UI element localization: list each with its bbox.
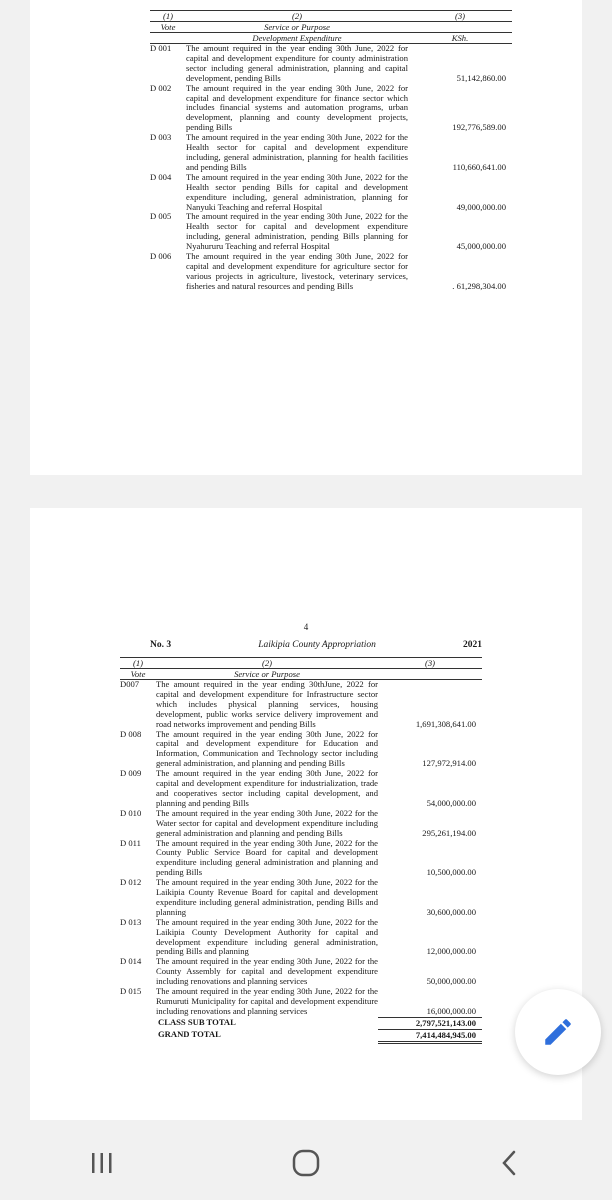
table-row (120, 987, 482, 1017)
vote-code: D 015 (120, 986, 142, 997)
purpose-text: The amount required in the year ending 30th June, 2022 for the Water sector for capital and development expenditure including general administration and planning and pending Bills (156, 807, 378, 838)
amount: 192,776,589.00 (452, 122, 506, 133)
table-row (120, 878, 482, 918)
back-button[interactable] (480, 1143, 540, 1183)
vote-code: D 012 (120, 877, 142, 888)
recents-button[interactable] (72, 1143, 132, 1183)
amount: 110,660,641.00 (452, 161, 506, 172)
vote-code: D 009 (120, 768, 142, 779)
class-sub-total-row (120, 1017, 482, 1029)
amount: . 61,298,304.00 (452, 280, 506, 291)
system-nav-bar (0, 1125, 612, 1200)
amount: 50,000,000.00 (426, 976, 476, 987)
col3-header: (3) (424, 658, 436, 668)
amount: 30,600,000.00 (426, 906, 476, 917)
grand-total-value: 7,414,484,945.00 (378, 1029, 482, 1044)
table-row (120, 809, 482, 839)
table-row (150, 252, 512, 292)
purpose-text: The amount required in the year ending 30th June, 2022 for the Health sector pending Bills for capital and development expenditure including, general administration, planning for Nanyuki Teaching and referral Hospital (186, 171, 408, 212)
col2-header: (2) (261, 658, 273, 668)
table-row (150, 133, 512, 173)
purpose-text: The amount required in the year ending 30thJune, 2022 for capital and development expenditure for Infrastructure sector which includes physical planning services, housing development, public works service delivery improvement and road networks improvement and pending Bills (156, 679, 378, 729)
vote-header: Vote (160, 22, 176, 32)
table-body (120, 680, 482, 1017)
amount: 12,000,000.00 (426, 946, 476, 957)
table-body (150, 44, 512, 292)
table-row (120, 839, 482, 879)
amount: 45,000,000.00 (456, 241, 506, 252)
amount: 127,972,914.00 (422, 758, 476, 769)
table-row (120, 680, 482, 730)
table-subheader (150, 22, 512, 33)
amount: 51,142,860.00 (456, 72, 506, 83)
purpose-text: The amount required in the year ending 30th June, 2022 for capital and development expenditure for agriculture sector for various projects in agriculture, livestock, veterinary services, fisheries and natural resources and pending Bills (186, 251, 408, 291)
purpose-header: Service or Purpose (234, 669, 300, 679)
grand-total-label: GRAND TOTAL (158, 1028, 221, 1039)
vote-code: D 011 (120, 837, 141, 848)
col1-header: (1) (132, 658, 144, 668)
table-header (120, 657, 482, 669)
purpose-text: The amount required in the year ending 30th June, 2022 for the County Public Service Board for capital and development expenditure including general administration and planning and pending Bills (156, 837, 378, 878)
vote-code: D007 (120, 679, 140, 689)
vote-code: D 006 (150, 251, 172, 262)
table-row (120, 918, 482, 958)
home-button[interactable] (276, 1143, 336, 1183)
table-row (120, 769, 482, 809)
vote-code: D 014 (120, 956, 142, 967)
purpose-text: The amount required in the year ending 30th June, 2022 for the Health sector for capital and development expenditure including, general administration, planning for health facilities and pending Bills (186, 132, 408, 172)
dev-expenditure-header: Development Expenditure (252, 33, 342, 43)
purpose-header: Service or Purpose (264, 22, 330, 32)
page-title-row (150, 640, 482, 650)
purpose-text: The amount required in the year ending 30th June, 2022 for the Health sector for capital and development expenditure including, general administration, pending Bills planning for Nyahururu Teaching and referral Hospital (186, 211, 408, 252)
appropriation-table-1 (150, 10, 512, 292)
doc-number: No. 3 (150, 640, 172, 650)
vote-code: D 004 (150, 171, 172, 182)
purpose-text: The amount required in the year ending 30th June, 2022 for the Laikipia County Revenue Board for capital and development expenditure including general administration, pending Bills and planning (156, 877, 378, 917)
col3-header: (3) (454, 11, 466, 21)
doc-title: Laikipia County Appropriation (258, 640, 376, 650)
pencil-icon (541, 1015, 575, 1049)
grand-total-row (120, 1029, 482, 1044)
vote-code: D 008 (120, 728, 142, 739)
amount: 16,000,000.00 (426, 1005, 476, 1016)
purpose-text: The amount required in the year ending 30th June, 2022 for capital and development expenditure for finance sector which includes financial systems and automation programs, urban development, planning and county development projects, pending Bills (186, 82, 408, 133)
amount: 1,691,308,641.00 (415, 718, 476, 729)
table-row (120, 730, 482, 770)
table-row (150, 84, 512, 134)
table-row (150, 212, 512, 252)
recents-icon (87, 1150, 117, 1176)
vote-code: D 002 (150, 82, 172, 93)
purpose-text: The amount required in the year ending 30th June, 2022 for capital and development expenditure for Education and Information, Communication and Technology sector including general administration, and planning and pending Bills (156, 728, 378, 769)
purpose-text: The amount required in the year ending 30th June, 2022 for the County Assembly for capital and development expenditure including renovations and planning services (156, 956, 378, 987)
vote-code: D 003 (150, 132, 172, 143)
purpose-text: The amount required in the year ending 30th June, 2022 for the Laikipia County Development Authority for capital and development expenditure including general administration, pending Bills and planning (156, 916, 378, 957)
amount: 54,000,000.00 (426, 797, 476, 808)
vote-code: D 013 (120, 916, 142, 927)
appropriation-table-2 (120, 657, 482, 1044)
class-sub-total-value: 2,797,521,143.00 (378, 1017, 482, 1029)
amount: 295,261,194.00 (422, 827, 476, 838)
page-number: 4 (303, 622, 309, 632)
col2-header: (2) (291, 11, 303, 21)
table-row (150, 173, 512, 213)
back-icon (497, 1148, 523, 1178)
doc-year: 2021 (462, 640, 482, 650)
col1-header: (1) (162, 11, 174, 21)
ksh-header: KSh. (451, 33, 469, 43)
document-page-1 (30, 0, 582, 475)
purpose-text: The amount required in the year ending 30th June, 2022 for capital and development expenditure for county administration sector including general administration, planning and capital development, pending Bills (186, 43, 408, 83)
vote-code: D 005 (150, 211, 172, 222)
vote-code: D 010 (120, 807, 142, 818)
amount: 49,000,000.00 (456, 201, 506, 212)
vote-header: Vote (130, 669, 146, 679)
vote-code: D 001 (150, 43, 172, 53)
table-row (150, 44, 512, 84)
table-row (120, 957, 482, 987)
amount: 10,500,000.00 (426, 867, 476, 878)
purpose-text: The amount required in the year ending 30th June, 2022 for capital and development expenditure for industrialization, trade and cooperatives sector including capital development, and planning and pending Bills (156, 768, 378, 808)
table-header (150, 10, 512, 22)
purpose-text: The amount required in the year ending 30th June, 2022 for the Rumuruti Municipality for capital and development expenditure including renovations and planning services (156, 986, 378, 1016)
home-icon (289, 1146, 323, 1180)
edit-button[interactable] (515, 989, 601, 1075)
class-sub-total-label: CLASS SUB TOTAL (158, 1016, 236, 1027)
